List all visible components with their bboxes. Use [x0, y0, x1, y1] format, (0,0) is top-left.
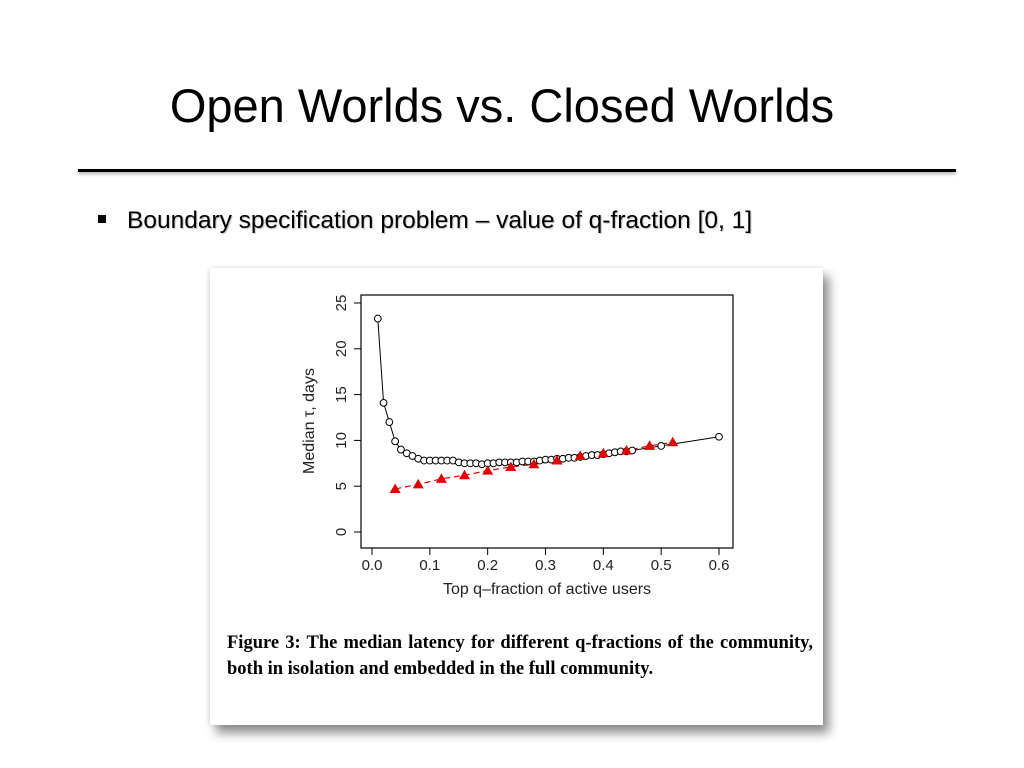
y-tick-label: 20 [333, 340, 350, 358]
x-tick-label: 0.3 [535, 557, 556, 574]
data-point-circle [658, 442, 665, 449]
data-point-triangle [413, 479, 424, 489]
data-point-circle [374, 315, 381, 322]
data-point-circle [380, 399, 387, 406]
data-point-circle [386, 419, 393, 426]
x-tick-label: 0.4 [592, 557, 614, 574]
y-tick-label: 25 [333, 294, 350, 312]
title-divider [78, 169, 956, 172]
series-layer [374, 315, 722, 493]
x-tick-label: 0.0 [361, 557, 383, 574]
bullet-text: Boundary specification problem – value of q-fraction [0, 1] [127, 207, 753, 234]
plot-frame [361, 295, 733, 548]
latency-chart [210, 268, 823, 628]
figure-image [210, 268, 823, 725]
y-axis [333, 295, 361, 537]
x-tick-label: 0.2 [477, 557, 499, 574]
x-tick-label: 0.1 [419, 557, 441, 574]
data-point-circle [716, 433, 723, 440]
data-point-triangle [667, 437, 678, 447]
x-tick-label: 0.6 [708, 557, 730, 574]
x-axis-label: Top q–fraction of active users [442, 581, 652, 598]
x-tick-label: 0.5 [650, 557, 672, 574]
data-point-circle [392, 438, 399, 445]
y-tick-label: 5 [333, 482, 350, 491]
figure-caption: Figure 3: The median latency for different q-fractions of the community, both in isolation and embedded in the full community. [227, 633, 813, 679]
y-tick-label: 15 [333, 386, 350, 403]
y-tick-label: 10 [333, 432, 350, 449]
slide-title: Open Worlds vs. Closed Worlds [169, 79, 835, 132]
y-axis-label: Median τ, days [301, 368, 318, 474]
bullet-item [98, 207, 978, 235]
square-bullet-icon [98, 215, 106, 223]
y-tick-label: 0 [333, 527, 350, 537]
series-line-isolation [378, 319, 719, 465]
x-axis [362, 548, 730, 574]
